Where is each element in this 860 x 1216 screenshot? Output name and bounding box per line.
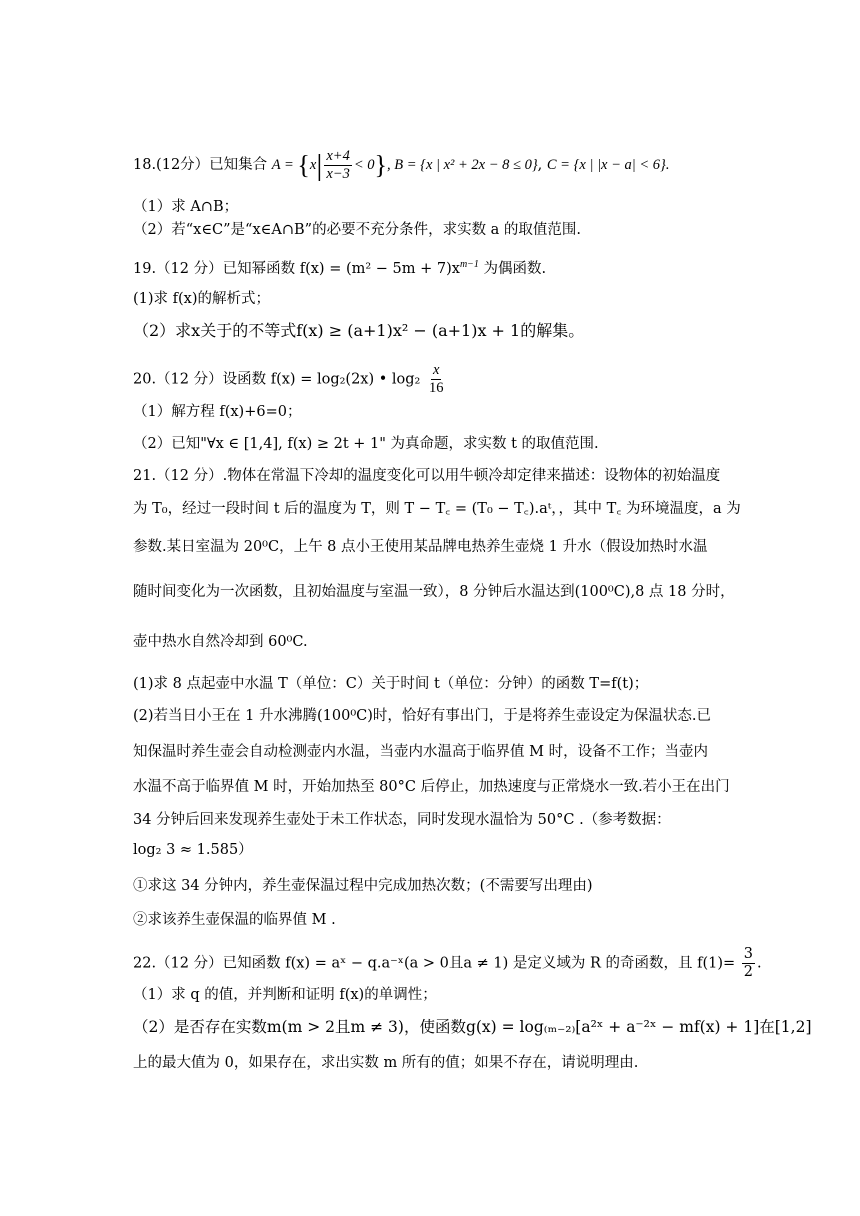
q18-setB: B = {x | x² + 2x − 8 ≤ 0} [394, 156, 538, 173]
q21-line-1: 21.（12 分）.物体在常温下冷却的温度变化可以用牛顿冷却定律来描述：设物体的初始温度 [133, 468, 721, 484]
q18-setC: C = {x | |x − a| < 6}. [546, 156, 670, 173]
q22-frac-num: 3 [743, 946, 753, 962]
q22-part1: （1）求 q 的值，并判断和证明 f(x)的单调性； [133, 987, 437, 1003]
q21-line-4: 随时间变化为一次函数，且初始温度与室温一致），8 分钟后水温达到(100⁰C),8 点 18 分时， [133, 584, 735, 600]
q18-part2: （2）若“x∈C”是“x∈A∩B”的必要不充分条件，求实数 a 的取值范围. [133, 222, 582, 238]
q19-exp: m−1 [459, 259, 479, 270]
q18-stem-line: 18.(12分）已知集合 A = {x| $\frac{x+4}{x-3}$ < 0}, B = {x | x² + 2x − 8 ≤ 0}, C = {x | |x − a| < 6}. [133, 148, 670, 182]
q19-stem-line [133, 255, 546, 279]
q19-part2: （2）求x关于的不等式f(x) ≥ (a+1)x² − (a+1)x + 1的解集。 [133, 321, 585, 340]
q18-setA-cond: < 0 [353, 156, 375, 173]
q21-line-13: ②求该养生壶保温的临界值 M . [133, 912, 336, 928]
q21-line-6: (1)求 8 点起壶中水温 T（单位：C）关于时间 t（单位：分钟）的函数 T=f(t)； [133, 676, 649, 692]
q19-stem-end: 为偶函数. [483, 260, 547, 277]
q19-stem: 19.（12 分）已知幂函数 f(x) = (m² − 5m + 7)x [133, 260, 460, 277]
q21-line-7: (2)若当日小王在 1 升水沸腾(100⁰C)时，恰好有事出门，于是将养生壶设定为保温状态.已 [133, 708, 711, 724]
q21-line-9: 水温不高于临界值 M 时，开始加热至 80°C 后停止，加热速度与正常烧水一致.若小王在出门 [133, 779, 730, 795]
q21-line-11: log₂ 3 ≈ 1.585） [133, 842, 253, 858]
q21-line-12: ①求这 34 分钟内，养生壶保温过程中完成加热次数；(不需要写出理由) [133, 878, 593, 894]
q21-line-2: 为 T₀，经过一段时间 t 后的温度为 T，则 T − T꜀ = (T₀ − T꜀).aᵗ，，其中 T꜀ 为环境温度，a 为 [133, 501, 741, 517]
q20-part2: （2）已知"∀x ∈ [1,4], f(x) ≥ 2t + 1" 为真命题，求实数 t 的取值范围. [133, 436, 599, 452]
q20-frac-den: 16 [428, 380, 444, 396]
q22-part3: 上的最大值为 0，如果存在，求出实数 m 所有的值；如果不存在，请说明理由. [133, 1055, 639, 1071]
q19-part1: (1)求 f(x)的解析式； [133, 291, 271, 307]
q18-part1: （1）求 A∩B； [133, 199, 239, 215]
q22-stem-end: . [757, 955, 762, 972]
q22-stem: 22.（12 分）已知函数 f(x) = aˣ − q.a⁻ˣ(a > 0且a ≠ 1) 是定义域为 R 的奇函数，且 f(1)= [133, 955, 736, 972]
q21-line-5: 壶中热水自然冷却到 60⁰C. [133, 634, 308, 650]
q20-part1: （1）解方程 f(x)+6=0； [133, 404, 302, 420]
q20-stem-line [133, 362, 447, 397]
q21-line-8: 知保温时养生壶会自动检测壶内水温，当壶内水温高于临界值 M 时，设备不工作；当壶内 [133, 744, 709, 760]
q20-stem: 20.（12 分）设函数 f(x) = log₂(2x) • log₂ [133, 371, 421, 388]
q18-setA-num: x+4 [326, 148, 350, 164]
q20-frac-num: x [433, 362, 440, 378]
q18-setA-den: x−3 [326, 166, 350, 182]
q18-stem: 18.(12分）已知集合 [133, 156, 268, 173]
q21-line-3: 参数.某日室温为 20⁰C，上午 8 点小王使用某品牌电热养生壶烧 1 升水（假设加热时水温 [133, 539, 708, 555]
q22-frac-den: 2 [743, 964, 753, 980]
q22-stem-line [133, 946, 762, 981]
q21-line-10: 34 分钟后回来发现养生壶处于未工作状态，同时发现水温恰为 50°C .（参考数据： [133, 812, 671, 828]
q22-part2: （2）是否存在实数m(m > 2且m ≠ 3)，使函数g(x) = log₍ₘ₋₂₎[a²ˣ + a⁻²ˣ − mf(x) + 1]在[1,2] [133, 1018, 812, 1036]
q18-setA: A = {x| $\frac{x+4}{x-3}$ < 0}, [271, 148, 395, 182]
